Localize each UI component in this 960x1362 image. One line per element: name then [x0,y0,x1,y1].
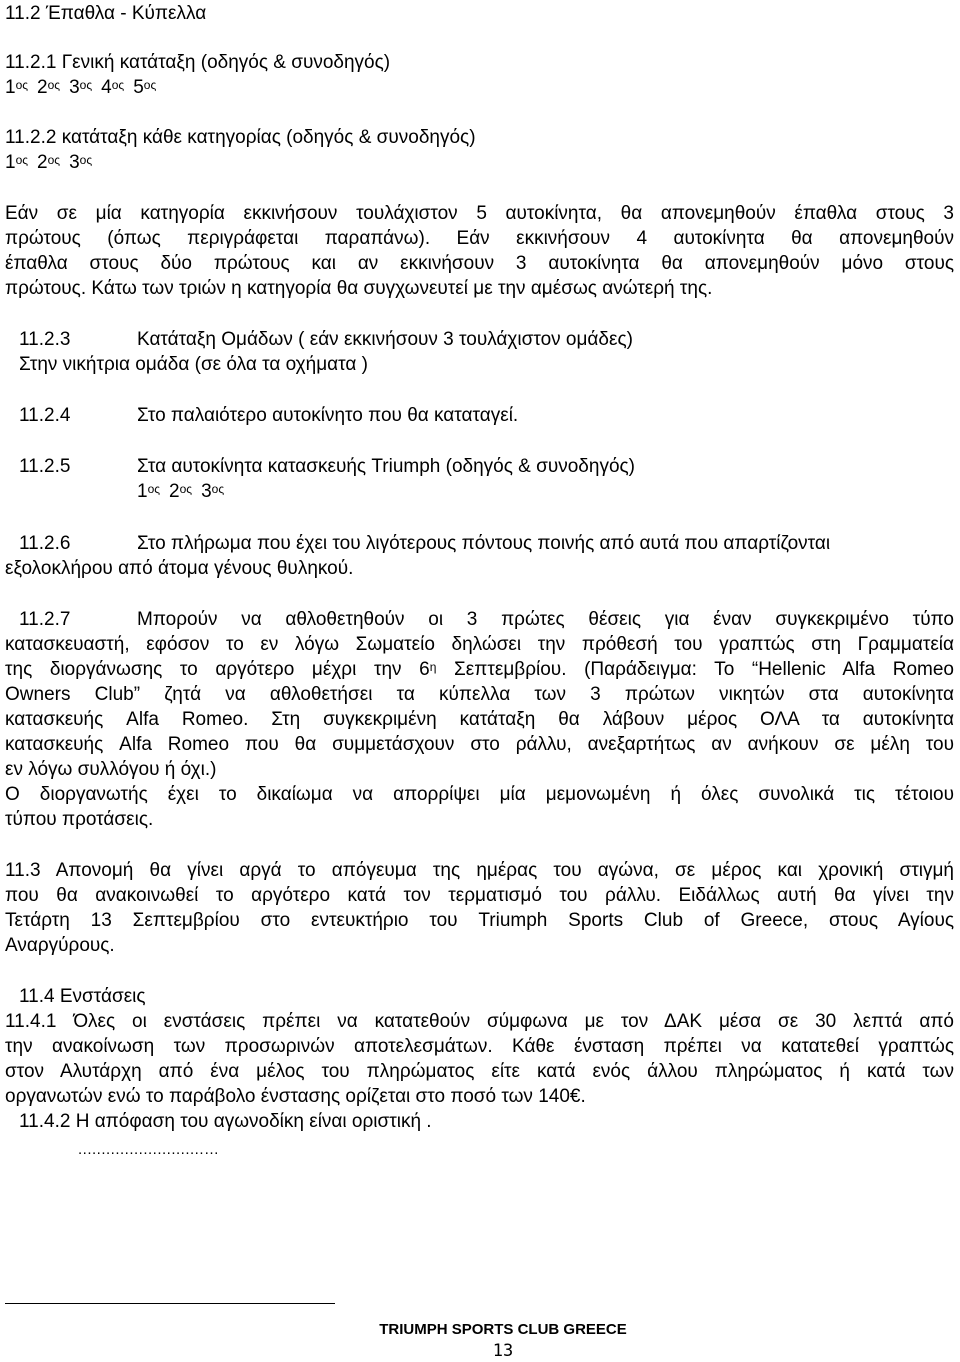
section-11-2-6-line-2: εξολοκλήρου από άτομα γένους θυληκού. [5,558,354,579]
heading-11-2: 11.2 Έπαθλα - Κύπελλα [5,3,207,24]
ranks-category [5,152,101,174]
section-11-2-2-title: 11.2.2 κατάταξη κάθε κατηγορίας (οδηγός & συνοδηγός) [5,127,476,148]
rank-2: $2^{o\varsigma}$ [37,152,61,173]
ranks-triumph [137,481,233,503]
section-11-2-3-line-2: Στην νικήτρια ομάδα (σε όλα τα οχήματα ) [19,354,368,375]
section-11-2-6-text: Στο πλήρωμα που έχει του λιγότερους πόντους ποινής από αυτά που απαρτίζονται [137,533,831,554]
section-11-3-line-4: Αναργύρους. [5,935,115,956]
rank-3: $3^{o\varsigma}$ [201,481,225,502]
section-11-2-3-title: Κατάταξη Ομάδων ( εάν εκκινήσουν 3 τουλάχιστον ομάδες) [137,329,633,350]
section-11-4-title: 11.4 Ενστάσεις [19,986,146,1007]
rank-3: $3^{o\varsigma}$ [69,77,93,98]
footer-title: TRIUMPH SPORTS CLUB GREECE [379,1321,627,1338]
section-11-3-line-3: Τετάρτη 13 Σεπτεμβρίου στο εντευκτήριο του Triumph Sports Club of Greece, στους Αγίους [5,910,954,931]
section-11-4-1-line-3: στον Αλυτάρχη από ένα μέλος του πληρώματος είτε κατά ενός άλλου πληρώματος ή κατά των [5,1061,954,1082]
ranks-general [5,77,165,99]
section-11-2-7-line-4: Owners Club” ζητά να αθλοθετήσει τα κύπελλα των 3 πρώτων νικητών στα αυτοκίνητα [5,684,954,705]
para-11-2-2-line-2: πρώτους (όπως περιγράφεται παραπάνω). Εάν εκκινήσουν 4 αυτοκίνητα θα απονεμηθούν [5,228,954,249]
para-11-2-2-line-1: Εάν σε μία κατηγορία εκκινήσουν τουλάχιστον 5 αυτοκίνητα, θα απονεμηθούν έπαθλα στους 3 [5,203,954,224]
section-11-2-5-text: Στα αυτοκίνητα κατασκευής Triumph (οδηγός & συνοδηγός) [137,456,635,477]
section-11-4-1-line-4: οργανωτών ενώ το παράβολο ένστασης ορίζεται στο ποσό των 140€. [5,1086,586,1107]
rank-4: $4^{o\varsigma}$ [101,77,125,98]
ellipsis-dots: ...........................… [78,1141,220,1158]
rank-1: $1^{o\varsigma}$ [137,481,161,502]
section-11-2-7-line-5: κατασκευής Alfa Romeo. Στη συγκεκριμένη κατάταξη θα λάβουν μέρος ΟΛΑ τα αυτοκίνητα [5,709,954,730]
rank-1: $1^{o\varsigma}$ [5,77,29,98]
section-11-2-4-text: Στο παλαιότερο αυτοκίνητο που θα καταταγεί. [137,405,519,426]
section-11-2-4-number: 11.2.4 [19,405,71,426]
page-number: 13 [492,1341,514,1361]
para-11-2-2-line-4: πρώτους. Κάτω των τριών η κατηγορία θα συγχωνευτεί με την αμέσως ανώτερή της. [5,278,713,299]
rank-2: $2^{o\varsigma}$ [37,77,61,98]
section-11-3-line-1: 11.3 Απονομή θα γίνει αργά το απόγευμα της ημέρας του αγώνα, σε μέρος και χρονική στιγμή [5,860,954,881]
section-11-2-7-line-6: κατασκευής Alfa Romeo που θα συμμετάσχουν στο ράλλυ, ανεξαρτήτως αν ανήκουν σε μέλη του [5,734,954,755]
rank-1: $1^{o\varsigma}$ [5,152,29,173]
section-11-3-line-2: που θα ανακοινωθεί το αργότερο κατά τον τερματισμό του ράλλυ. Ειδάλλως αυτή θα γίνει την [5,885,954,906]
section-11-2-7-number: 11.2.7 [19,609,71,630]
section-11-2-7-line-7: εν λόγω συλλόγου ή όχι.) [5,759,217,780]
section-11-2-7-line-3: της διοργάνωσης το αργότερο μέχρι την $6^\eta$ Σεπτεμβρίου. (Παράδειγμα: Το “Hellenic Alfa Romeo [5,659,954,680]
section-11-2-6-number: 11.2.6 [19,533,71,554]
footer-divider [5,1303,335,1304]
section-11-2-5-number: 11.2.5 [19,456,71,477]
section-11-4-1-line-1: 11.4.1 Όλες οι ενστάσεις πρέπει να κατατεθούν σύμφωνα με τον ΔΑΚ μέσα σε 30 λεπτά από [5,1011,954,1032]
section-11-2-7-line-8: Ο διοργανωτής έχει το δικαίωμα να απορρίψει μία μεμονωμένη ή όλες συνολικά τις τέτοιου [5,784,954,805]
section-11-2-7-line-1: Μπορούν να αθλοθετηθούν οι 3 πρώτες θέσεις για έναν συγκεκριμένο τύπο [137,609,954,630]
section-11-2-7-line-9: τύπου προτάσεις. [5,809,154,830]
section-11-2-3-number: 11.2.3 [19,329,71,350]
para-11-2-2-line-3: έπαθλα στους δύο πρώτους και αν εκκινήσουν 3 αυτοκίνητα θα απονεμηθούν μόνο στους [5,253,954,274]
section-11-2-7-line-2: κατασκευαστή, εφόσον το εν λόγω Σωματείο δηλώσει την πρόθεσή του γραπτώς στη Γραμματεία [5,634,954,655]
section-11-2-1-title: 11.2.1 Γενική κατάταξη (οδηγός & συνοδηγός) [5,52,391,73]
section-11-4-2: 11.4.2 Η απόφαση του αγωνοδίκη είναι οριστική . [19,1111,432,1132]
rank-5: $5^{o\varsigma}$ [133,77,157,98]
rank-2: $2^{o\varsigma}$ [169,481,193,502]
section-11-4-1-line-2: την ανακοίνωση των προσωρινών αποτελεσμάτων. Κάθε ένσταση πρέπει να κατατεθεί γραπτώς [5,1036,954,1057]
rank-3: $3^{o\varsigma}$ [69,152,93,173]
